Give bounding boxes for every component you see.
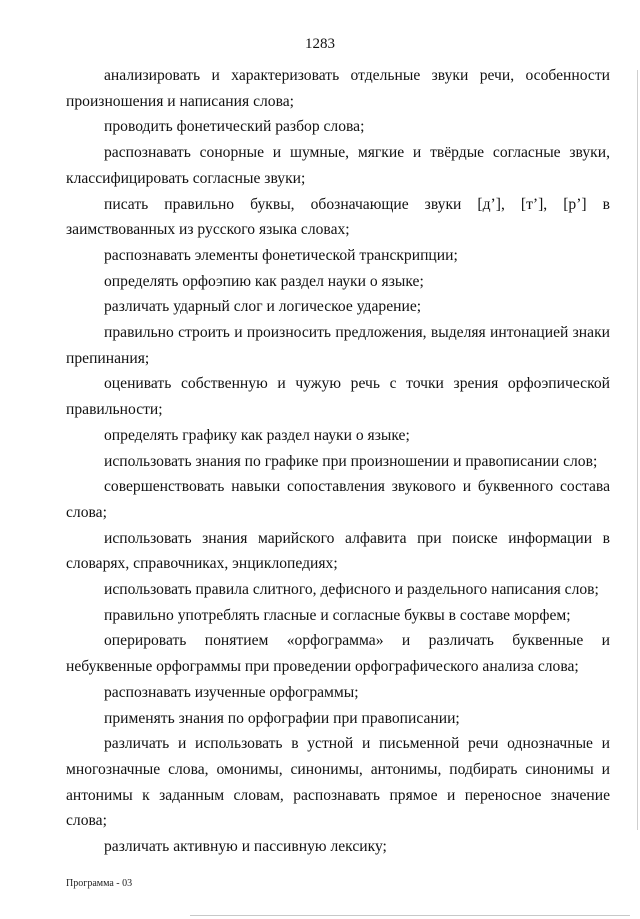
- paragraph: различать ударный слог и логическое ударение;: [104, 298, 422, 316]
- paragraph: использовать знания марийского алфавита при поиске информации в словарях, справочниках, энциклопедиях;: [66, 529, 610, 573]
- paragraph: применять знания по орфографии при правописании;: [104, 709, 460, 727]
- paragraph: различать и использовать в устной и письменной речи однозначные и многозначные слова, омонимы, синонимы, антонимы, подбирать синонимы и антонимы к заданным словам, распознавать прямое и переносное значение слова;: [66, 735, 610, 830]
- paragraph: оперировать понятием «орфограмма» и различать буквенные и небуквенные орфограммы при проведении орфографического анализа слова;: [66, 632, 610, 676]
- paragraph: распознавать сонорные и шумные, мягкие и твёрдые согласные звуки, классифицировать согласные звуки;: [66, 144, 610, 187]
- paragraph: определять орфоэпию как раздел науки о языке;: [104, 272, 424, 290]
- page-footer: Программа - 03: [66, 878, 133, 889]
- paragraph: использовать знания по графике при произношении и правописании слов;: [104, 452, 598, 470]
- paragraph: правильно строить и произносить предложения, выделяя интонацией знаки препинания;: [66, 324, 610, 367]
- paragraph: определять графику как раздел науки о языке;: [104, 426, 410, 444]
- paragraph: использовать правила слитного, дефисного и раздельного написания слов;: [104, 581, 599, 599]
- paragraph: правильно употреблять гласные и согласные буквы в составе морфем;: [104, 606, 571, 624]
- paragraph: распознавать изученные орфограммы;: [104, 683, 359, 701]
- paragraph: различать активную и пассивную лексику;: [104, 838, 387, 856]
- page-number: 1283: [305, 36, 335, 52]
- paragraph: писать правильно буквы, обозначающие звуки [д’], [т’], [р’] в заимствованных из русского языка словах;: [66, 195, 610, 239]
- paragraph: оценивать собственную и чужую речь с точки зрения орфоэпической правильности;: [66, 375, 610, 419]
- paragraph: распознавать элементы фонетической транскрипции;: [104, 246, 458, 264]
- document-body: [66, 63, 610, 860]
- paragraph: анализировать и характеризовать отдельные звуки речи, особенности произношения и написания слова;: [66, 67, 610, 110]
- scan-edge-bottom: [190, 915, 630, 916]
- scan-edge-right: [637, 70, 638, 830]
- paragraph: проводить фонетический разбор слова;: [104, 118, 365, 136]
- paragraph: совершенствовать навыки сопоставления звукового и буквенного состава слова;: [66, 478, 610, 521]
